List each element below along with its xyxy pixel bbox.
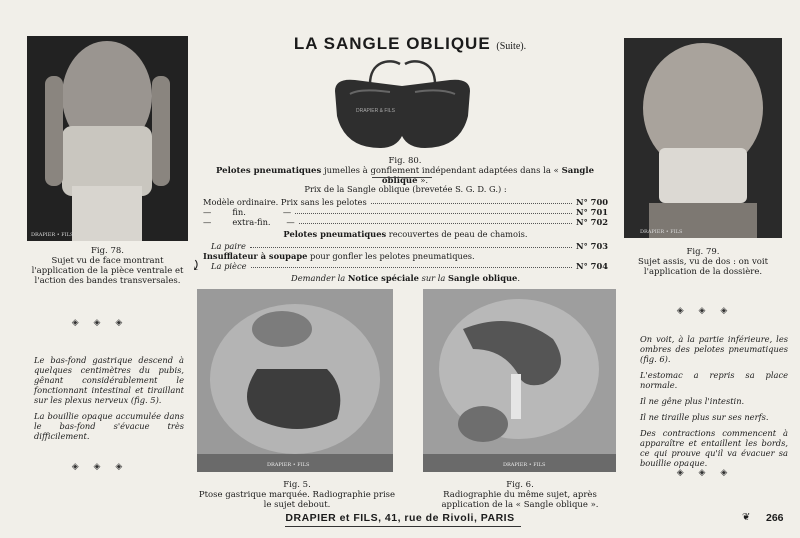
fig78-credit: DRAPIER • FILS (31, 232, 74, 238)
fig80-label: Fig. 80. (388, 156, 422, 166)
bracket-icon: ⤸ (190, 258, 202, 274)
ornament: ◈ ◈ ◈ (71, 318, 129, 328)
divider (372, 177, 432, 178)
insufflateur-heading: Insufflateur à soupape pour gonfler les pelotes pneumatiques. (203, 251, 475, 261)
price-row: — extra-fin. — N° 702 (203, 217, 608, 227)
fig80-image (330, 56, 475, 152)
price-row: — fin. — N° 701 (203, 207, 608, 217)
fig6-caption (420, 480, 620, 510)
fig5-caption (197, 480, 397, 510)
pelotes-heading: Pelotes pneumatiques recouvertes de peau de chamois. (283, 229, 528, 239)
right-text (640, 334, 788, 474)
fig79-photo (624, 38, 782, 238)
fig5-credit: DRAPIER • FILS (267, 462, 310, 468)
left-paragraph: Le bas-fond gastrique descend à quelques centimètres du pubis, gênant considérablement le fonctionnant intestinal et tiraillant sur les plexus nerveux (fig. 5). (34, 355, 184, 405)
fig78-text: Sujet vu de face montrant l'application de la pièce ventrale et l'action des bandes transversales. (31, 256, 184, 286)
fig5-radiograph (197, 289, 393, 472)
fig78-label: Fig. 78. (91, 246, 124, 256)
ornament: ◈ ◈ ◈ (676, 306, 734, 316)
fig79-label: Fig. 79. (686, 247, 720, 257)
fig6-radiograph (423, 289, 616, 472)
left-paragraph: La bouillie opaque accumulée dans le bas-fond s'évacue très difficilement. (34, 411, 184, 441)
fig6-credit: DRAPIER • FILS (503, 462, 546, 468)
footer: DRAPIER et FILS, 41, rue de Rivoli, PARIS (285, 512, 515, 524)
footer-rule (285, 526, 521, 527)
page-title: LA SANGLE OBLIQUE (Suite). (293, 34, 527, 53)
fig80-bold: Pelotes pneumatiques (216, 166, 322, 176)
right-paragraph: Il ne gêne plus l'intestin. (640, 396, 745, 406)
right-paragraph: On voit, à la partie inférieure, les ombres des pelotes pneumatiques (fig. 6). (640, 334, 788, 364)
left-text (34, 355, 184, 447)
fig5-label: Fig. 5. (283, 480, 311, 490)
fig79-credit: DRAPIER • FILS (640, 229, 683, 235)
right-paragraph: Il ne tiraille plus sur ses nerfs. (640, 412, 769, 422)
right-paragraph: Des contractions commencent à apparaître et entaillent les bords, ce qui prouve qu'il va évacuer sa bouillie opaque. (640, 428, 788, 468)
notice-line: Demander la Notice spéciale sur la Sangle oblique. (291, 273, 520, 283)
price-row: La paire N° 703 (211, 241, 608, 251)
title-suffix: (Suite). (496, 41, 527, 52)
page-number: 266 (766, 512, 784, 524)
price-heading: Prix de la Sangle oblique (brevetée S. G. D. G.) : (304, 184, 507, 194)
price-row: La pièce N° 704 (211, 261, 608, 271)
fig80-rest: jumelles à gonflement indépendant adaptées dans la « (321, 166, 562, 176)
fig79-caption (624, 247, 782, 277)
printer-mark-icon: ❦ (742, 512, 751, 523)
price-list (203, 184, 608, 283)
right-paragraph: L'estomac a repris sa place normale. (640, 370, 788, 390)
price-row: Modèle ordinaire. Prix sans les pelotes N° 700 (203, 197, 608, 207)
ornament: ◈ ◈ ◈ (676, 468, 734, 478)
fig80-caption (200, 156, 610, 186)
fig80-end: ». (417, 176, 429, 186)
fig6-label: Fig. 6. (506, 480, 534, 490)
fig78-caption (27, 246, 188, 286)
fig80-stamp: DRAPIER & FILS (356, 108, 395, 114)
fig6-text: Radiographie du même sujet, après application de la « Sangle oblique ». (441, 490, 599, 510)
fig80-bold2: Sangle oblique (381, 166, 594, 186)
ornament: ◈ ◈ ◈ (71, 462, 129, 472)
fig5-text: Ptose gastrique marquée. Radiographie prise le sujet debout. (198, 490, 396, 510)
fig78-photo (27, 36, 188, 241)
fig79-text: Sujet assis, vu de dos : on voit l'application de la dossière. (637, 257, 769, 277)
